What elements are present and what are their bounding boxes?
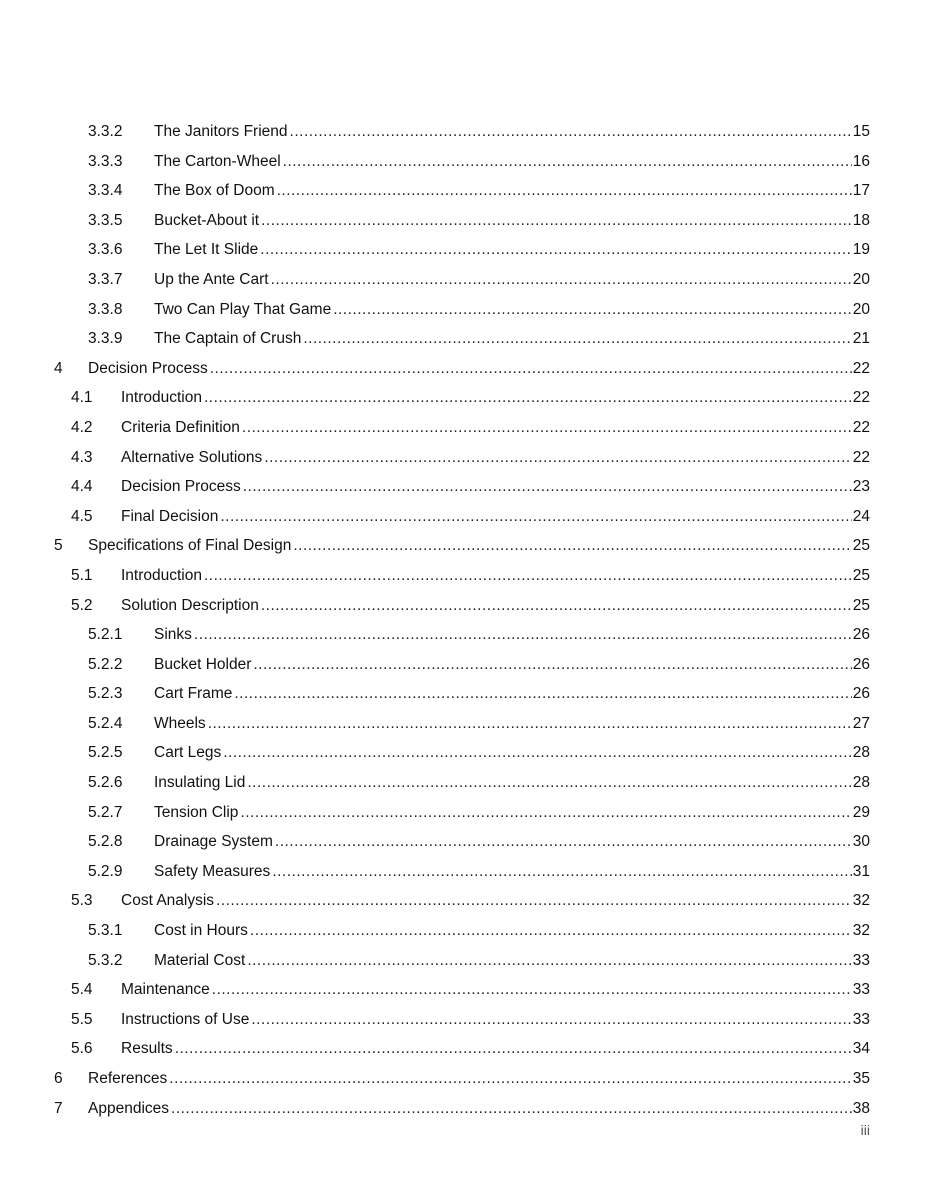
toc-entry-line [121,591,870,621]
toc-entry-number: 3.3.2 [88,123,123,140]
toc-entry-title[interactable]: Cart Frame [154,685,233,703]
toc-entry[interactable] [0,1034,926,1064]
toc-entry-page: 30 [852,833,870,851]
toc-entry-title[interactable]: References [88,1070,168,1087]
toc-entry-title[interactable]: Up the Ante Cart [154,270,269,288]
toc-entry-line [121,472,870,502]
toc-entry-line [154,679,870,709]
toc-entry-title[interactable]: Wheels [154,714,206,732]
toc-entry[interactable] [0,531,926,561]
toc-entry-title[interactable]: Decision Process [121,478,241,496]
dot-leader [303,324,851,354]
toc-entry[interactable] [0,827,926,857]
toc-entry-number: 3.3.5 [88,211,123,229]
toc-entry-page: 27 [852,714,870,732]
dot-leader [171,1094,852,1124]
toc-entry-page: 29 [852,803,870,821]
dot-leader [293,531,851,561]
toc-entry-line [121,443,870,473]
toc-entry[interactable] [0,1005,926,1035]
toc-entry-line [154,206,870,236]
toc-entry-page: 20 [852,270,870,288]
toc-entry-line [121,1005,870,1035]
toc-entry-line [88,354,870,384]
dot-leader [234,679,851,709]
dot-leader [204,561,852,591]
dot-leader [212,975,852,1005]
toc-entry-number: 5.2.4 [88,714,123,732]
toc-entry[interactable] [0,443,926,473]
toc-entry-page: 32 [852,892,870,910]
dot-leader [260,235,851,265]
toc-entry-page: 28 [852,774,870,792]
dot-leader [247,946,851,976]
toc-entry-title[interactable]: The Box of Doom [154,182,275,200]
dot-leader [261,591,852,621]
toc-entry-page: 26 [852,685,870,703]
toc-entry-page: 22 [852,389,870,407]
toc-entry-number: 3.3.8 [88,300,123,318]
toc-entry-title[interactable]: The Let It Slide [154,241,259,259]
toc-entry-number: 3.3.9 [88,330,123,348]
toc-entry-number: 5.2.2 [88,655,123,673]
toc-entry-title[interactable]: The Carton-Wheel [154,152,281,170]
toc-entry[interactable] [0,591,926,621]
toc-entry-line [121,886,870,916]
toc-entry[interactable] [0,147,926,177]
toc-entry-page: 26 [852,626,870,644]
dot-leader [208,709,852,739]
toc-entry-title[interactable]: Introduction [121,566,202,584]
toc-entry[interactable] [0,472,926,502]
dot-leader [271,265,852,295]
toc-entry-number: 5.3.1 [88,922,123,940]
toc-entry[interactable] [0,383,926,413]
toc-entry-number: 4.4 [71,478,93,496]
toc-entry-title[interactable]: Cart Legs [154,744,222,762]
toc-entry[interactable] [0,857,926,887]
toc-entry[interactable] [0,295,926,325]
toc-entry-page: 23 [852,478,870,496]
toc-entry-number: 5.2.8 [88,833,123,851]
toc-entry[interactable] [0,768,926,798]
toc-entry-line [154,620,870,650]
toc-entry-line [154,147,870,177]
toc-entry[interactable] [0,1064,926,1094]
table-of-contents [0,117,926,1123]
toc-entry-number: 5.2.9 [88,862,123,880]
toc-entry-line [154,650,870,680]
dot-leader [250,916,852,946]
toc-entry-page: 22 [852,448,870,466]
toc-entry-line [154,117,870,147]
dot-leader [242,413,852,443]
toc-entry-page: 33 [852,1010,870,1028]
toc-entry-number: 6 [54,1070,63,1087]
toc-entry[interactable] [0,679,926,709]
toc-entry-page: 34 [852,1040,870,1058]
toc-entry-title[interactable]: Alternative Solutions [121,448,263,466]
toc-entry-number: 3.3.3 [88,152,123,170]
toc-entry-title[interactable]: Sinks [154,626,192,644]
dot-leader [243,472,852,502]
toc-entry-title[interactable]: Material Cost [154,951,246,969]
toc-entry[interactable] [0,117,926,147]
toc-entry[interactable] [0,561,926,591]
toc-entry[interactable] [0,176,926,206]
toc-entry[interactable] [0,206,926,236]
toc-entry[interactable] [0,413,926,443]
dot-leader [272,857,851,887]
dot-leader [264,443,851,473]
toc-entry-page: 24 [852,507,870,525]
toc-entry-line [88,1094,870,1124]
toc-entry[interactable] [0,1094,926,1124]
toc-entry-line [121,561,870,591]
toc-entry-page: 33 [852,981,870,999]
page-number: iii [860,1122,870,1138]
toc-entry-line [154,709,870,739]
toc-entry-page: 25 [852,566,870,584]
dot-leader [220,502,851,532]
toc-entry-page: 32 [852,922,870,940]
toc-entry-page: 16 [852,152,870,170]
toc-entry-line [154,827,870,857]
toc-entry-line [154,768,870,798]
toc-entry-number: 5.2.3 [88,685,123,703]
toc-entry-number: 4.5 [71,507,93,525]
dot-leader [240,798,851,828]
toc-entry[interactable] [0,886,926,916]
toc-entry-number: 3.3.4 [88,182,123,200]
toc-entry[interactable] [0,975,926,1005]
toc-entry-number: 5.4 [71,981,93,999]
toc-entry-number: 5.2 [71,596,93,614]
dot-leader [204,383,852,413]
toc-entry-number: 5.3.2 [88,951,123,969]
toc-entry[interactable] [0,265,926,295]
dot-leader [216,886,852,916]
toc-entry-line [88,531,870,561]
dot-leader [210,354,852,384]
toc-entry-number: 5.2.6 [88,774,123,792]
toc-entry-title[interactable]: Results [121,1040,173,1058]
toc-entry-title[interactable]: Decision Process [88,359,208,377]
toc-entry-number: 5.6 [71,1040,93,1058]
dot-leader [194,620,852,650]
dot-leader [223,738,852,768]
toc-entry-line [121,413,870,443]
toc-entry-page: 19 [852,241,870,259]
dot-leader [247,768,851,798]
toc-entry-page: 38 [852,1099,870,1117]
toc-entry[interactable] [0,324,926,354]
toc-entry-number: 4.2 [71,418,93,436]
toc-entry-title[interactable]: Cost in Hours [154,922,248,940]
toc-entry-title[interactable]: Introduction [121,389,202,407]
toc-entry-line [154,235,870,265]
toc-entry-title[interactable]: The Captain of Crush [154,330,302,348]
toc-entry[interactable] [0,650,926,680]
toc-entry-page: 31 [852,862,870,880]
toc-entry-page: 20 [852,300,870,318]
toc-entry[interactable] [0,235,926,265]
toc-entry-title[interactable]: Appendices [88,1099,170,1117]
toc-entry-title[interactable]: Bucket-About it [154,211,260,229]
toc-entry-line [121,502,870,532]
toc-entry-line [88,1064,870,1094]
toc-entry[interactable] [0,620,926,650]
toc-entry-number: 3.3.6 [88,241,123,259]
toc-entry[interactable] [0,916,926,946]
toc-entry[interactable] [0,738,926,768]
toc-entry-line [154,324,870,354]
toc-entry-number: 5.2.5 [88,744,123,762]
toc-entry-page: 22 [852,359,870,377]
toc-entry-line [154,857,870,887]
toc-entry-page: 26 [852,655,870,673]
toc-entry-page: 33 [852,951,870,969]
toc-entry-title[interactable]: Instructions of Use [121,1010,250,1028]
toc-entry-page: 22 [852,418,870,436]
dot-leader [277,176,852,206]
toc-entry-page: 17 [852,182,870,200]
toc-entry-line [121,975,870,1005]
toc-entry-line [154,916,870,946]
toc-entry-page: 15 [852,123,870,140]
toc-entry-number: 5.1 [71,566,93,584]
toc-entry-title[interactable]: Final Decision [121,507,219,525]
toc-entry-title[interactable]: Insulating Lid [154,774,246,792]
toc-entry-number: 5.5 [71,1010,93,1028]
toc-entry-page: 35 [852,1070,870,1087]
dot-leader [253,650,851,680]
toc-entry-title[interactable]: Cost Analysis [121,892,215,910]
toc-entry-number: 5.3 [71,892,93,910]
toc-entry-title[interactable]: Criteria Definition [121,418,240,436]
toc-entry-title[interactable]: Drainage System [154,833,273,851]
toc-entry-page: 28 [852,744,870,762]
toc-entry-page: 25 [852,596,870,614]
toc-entry-number: 3.3.7 [88,270,123,288]
dot-leader [275,827,852,857]
toc-entry[interactable] [0,946,926,976]
toc-entry-line [154,176,870,206]
toc-entry-number: 5.2.1 [88,626,123,644]
toc-entry-page: 25 [852,537,870,555]
toc-entry-line [154,738,870,768]
toc-entry-line [121,383,870,413]
toc-entry-number: 4.3 [71,448,93,466]
toc-entry-number: 5 [54,537,63,555]
toc-entry[interactable] [0,502,926,532]
toc-entry-page: 18 [852,211,870,229]
toc-entry-number: 5.2.7 [88,803,123,821]
toc-entry-title[interactable]: Specifications of Final Design [88,537,292,555]
toc-entry-number: 4 [54,359,63,377]
dot-leader [261,206,852,236]
toc-entry-line [154,265,870,295]
toc-entry[interactable] [0,798,926,828]
dot-leader [251,1005,851,1035]
toc-entry-title[interactable]: Safety Measures [154,862,271,880]
toc-entry-title[interactable]: The Janitors Friend [154,123,288,140]
toc-entry-line [154,798,870,828]
toc-entry-title[interactable]: Maintenance [121,981,210,999]
toc-entry-number: 7 [54,1099,63,1117]
toc-entry-title[interactable]: Two Can Play That Game [154,300,332,318]
toc-entry-number: 4.1 [71,389,93,407]
toc-entry-page: 21 [852,330,870,348]
toc-entry-title[interactable]: Solution Description [121,596,259,614]
toc-entry-line [154,946,870,976]
dot-leader [175,1034,852,1064]
dot-leader [290,117,852,147]
toc-entry[interactable] [0,709,926,739]
toc-entry-title[interactable]: Tension Clip [154,803,239,821]
dot-leader [333,295,852,325]
toc-entry-line [154,295,870,325]
toc-entry-line [121,1034,870,1064]
toc-entry[interactable] [0,354,926,384]
dot-leader [283,147,852,177]
toc-entry-title[interactable]: Bucket Holder [154,655,252,673]
dot-leader [169,1064,851,1094]
